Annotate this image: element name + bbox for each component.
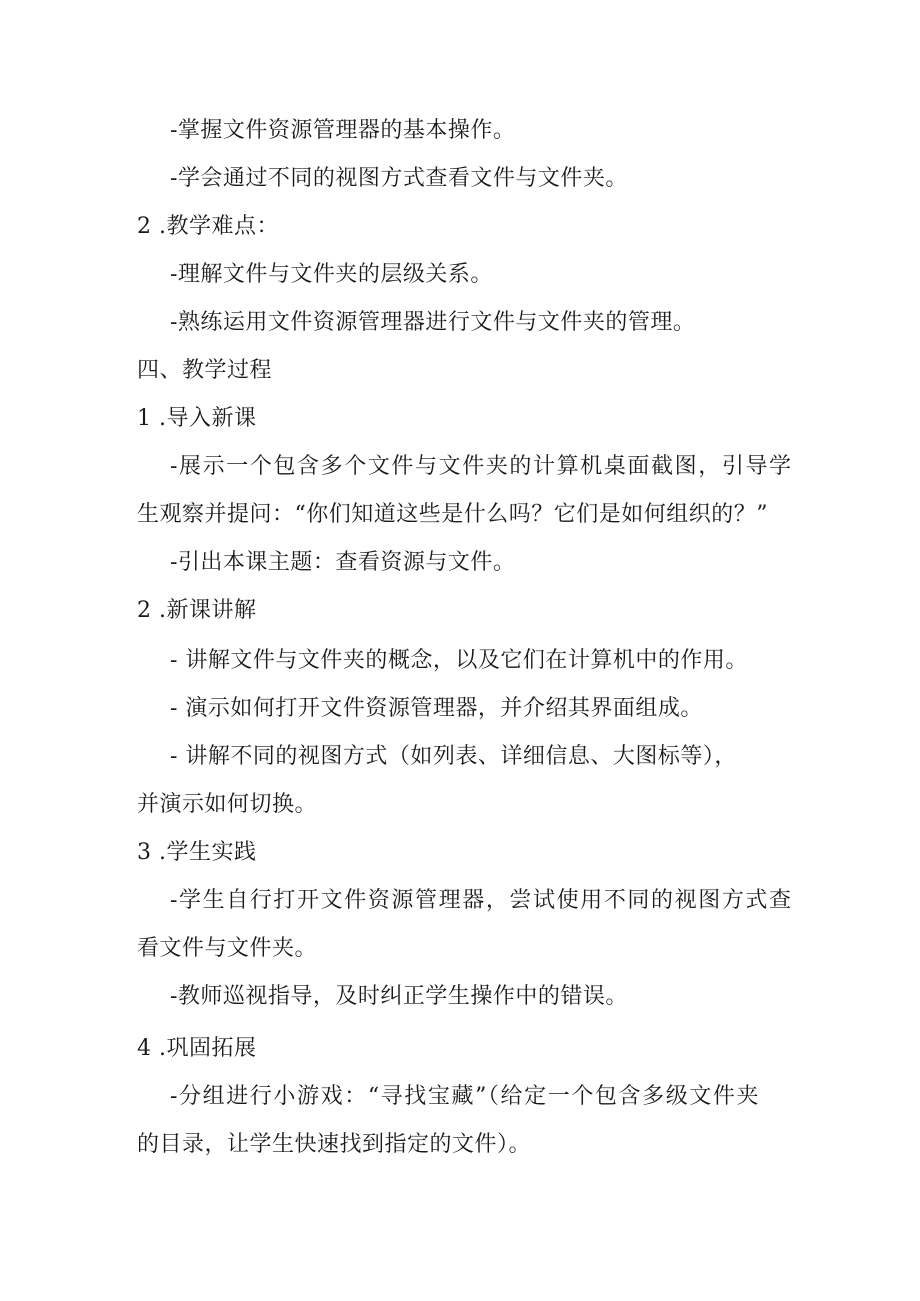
section-heading: 3 .学生实践: [137, 840, 257, 865]
bullet-line: -学生自行打开文件资源管理器，尝试使用不同的视图方式查: [170, 888, 793, 913]
bullet-line: -掌握文件资源管理器的基本操作。: [170, 118, 516, 143]
bullet-line: -熟练运用文件资源管理器进行文件与文件夹的管理。: [170, 310, 696, 335]
bullet-line: -理解文件与文件夹的层级关系。: [170, 262, 493, 287]
bullet-line: -分组进行小游戏：“寻找宝藏”（给定一个包含多级文件夹: [170, 1084, 761, 1109]
bullet-line: - 讲解文件与文件夹的概念，以及它们在计算机中的作用。: [170, 648, 748, 673]
chapter-heading: 四、教学过程: [137, 358, 273, 383]
bullet-line: -教师巡视指导，及时纠正学生操作中的错误。: [170, 984, 628, 1009]
paragraph-line: 生观察并提问：“你们知道这些是什么吗？它们是如何组织的？”: [137, 502, 768, 527]
paragraph-line: 的目录，让学生快速找到指定的文件）。: [137, 1132, 532, 1157]
section-heading: 2 .新课讲解: [137, 598, 257, 623]
section-heading: 1 .导入新课: [137, 406, 257, 431]
bullet-line: -学会通过不同的视图方式查看文件与文件夹。: [170, 166, 628, 191]
paragraph-line: 并演示如何切换。: [137, 792, 318, 817]
section-heading: 2 .教学难点：: [137, 214, 279, 239]
bullet-line: -展示一个包含多个文件与文件夹的计算机桌面截图，引导学: [170, 454, 793, 479]
bullet-line: -引出本课主题：查看资源与文件。: [170, 550, 516, 575]
bullet-line: - 演示如何打开文件资源管理器，并介绍其界面组成。: [170, 696, 703, 721]
bullet-line: - 讲解不同的视图方式（如列表、详细信息、大图标等），: [170, 744, 737, 769]
section-heading: 4 .巩固拓展: [137, 1036, 257, 1061]
paragraph-line: 看文件与文件夹。: [137, 936, 318, 961]
